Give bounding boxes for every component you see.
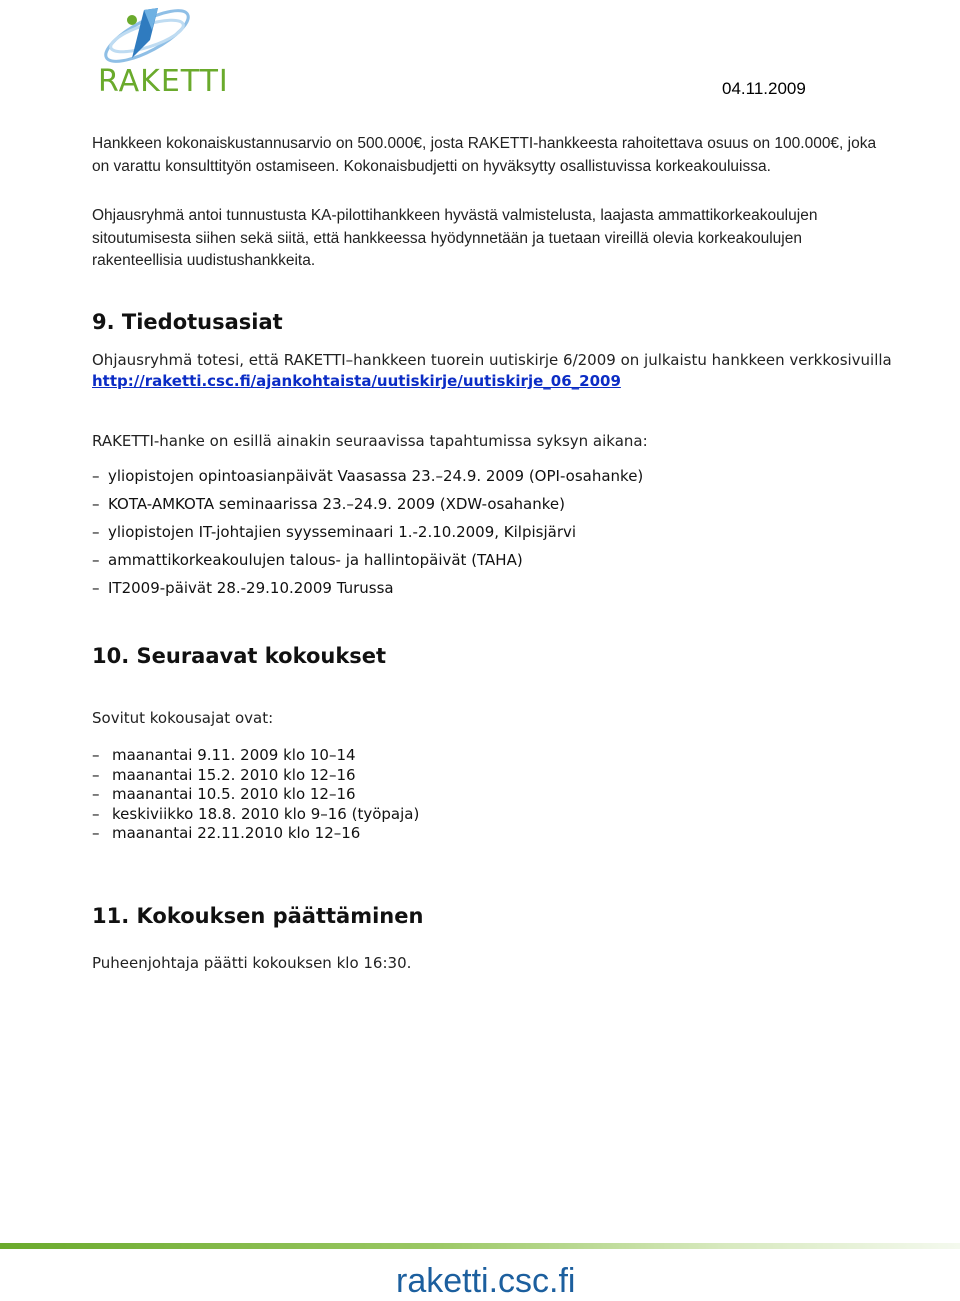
section-9-heading: 9. Tiedotusasiat [92, 310, 283, 334]
list-item: – yliopistojen opintoasianpäivät Vaasassa 23.–24.9. 2009 (OPI-osahanke) [92, 467, 644, 485]
list-item: – maanantai 10.5. 2010 klo 12–16 [92, 785, 356, 804]
list-item: – IT2009-päivät 28.-29.10.2009 Turussa [92, 579, 394, 597]
raketti-logo [92, 0, 252, 100]
logo-wordmark: RAKETTI [98, 64, 229, 99]
footer-url: raketti.csc.fi [396, 1262, 576, 1300]
section-11-heading: 11. Kokouksen päättäminen [92, 904, 424, 928]
events-list [92, 462, 643, 602]
budget-paragraph: Hankkeen kokonaiskustannusarvio on 500.000€, josta RAKETTI-hankkeesta rahoitettava osuus on 100.000€, joka on varattu konsulttityön ostamiseen. Kokonaisbudjetti on hyväksytty osallistuvissa korkeakouluissa. [92, 135, 877, 175]
list-item: – ammattikorkeakoulujen talous- ja hallintopäivät (TAHA) [92, 551, 523, 569]
newsletter-text: Ohjausryhmä totesi, että RAKETTI–hankkeen tuorein uutiskirje 6/2009 on julkaistu hankkeen verkkosivuilla [92, 351, 892, 369]
meetings-list [92, 746, 419, 844]
footer-bar [0, 1243, 960, 1249]
newsletter-paragraph [92, 350, 892, 392]
steering-group-paragraph: Ohjausryhmä antoi tunnustusta KA-pilottihankkeen hyvästä valmistelusta, laajasta ammattikorkeakoulujen sitoutumisesta siihen sekä siitä, että hankkeessa hyödynnetään ja tuetaan vireillä olevia korkeakoulujen rakenteellisia uudistushankkeita. [92, 207, 818, 269]
events-intro: RAKETTI-hanke on esillä ainakin seuraavissa tapahtumissa syksyn aikana: [92, 432, 648, 450]
list-item: – yliopistojen IT-johtajien syysseminaari 1.-2.10.2009, Kilpisjärvi [92, 523, 577, 541]
list-item: – KOTA-AMKOTA seminaarissa 23.–24.9. 2009 (XDW-osahanke) [92, 495, 565, 513]
meetings-intro: Sovitut kokousajat ovat: [92, 709, 274, 727]
list-item: – keskiviikko 18.8. 2010 klo 9–16 (työpaja) [92, 804, 420, 823]
raketti-logo-mark [92, 0, 202, 70]
section-10-heading: 10. Seuraavat kokoukset [92, 644, 387, 668]
list-item: – maanantai 15.2. 2010 klo 12–16 [92, 765, 356, 784]
list-item: – maanantai 9.11. 2009 klo 10–14 [92, 746, 356, 764]
closing-paragraph: Puheenjohtaja päätti kokouksen klo 16:30. [92, 954, 412, 972]
newsletter-link[interactable]: http://raketti.csc.fi/ajankohtaista/uutiskirje/uutiskirje_06_2009 [92, 372, 621, 390]
document-date: 04.11.2009 [722, 79, 806, 98]
list-item: – maanantai 22.11.2010 klo 12–16 [92, 824, 361, 843]
